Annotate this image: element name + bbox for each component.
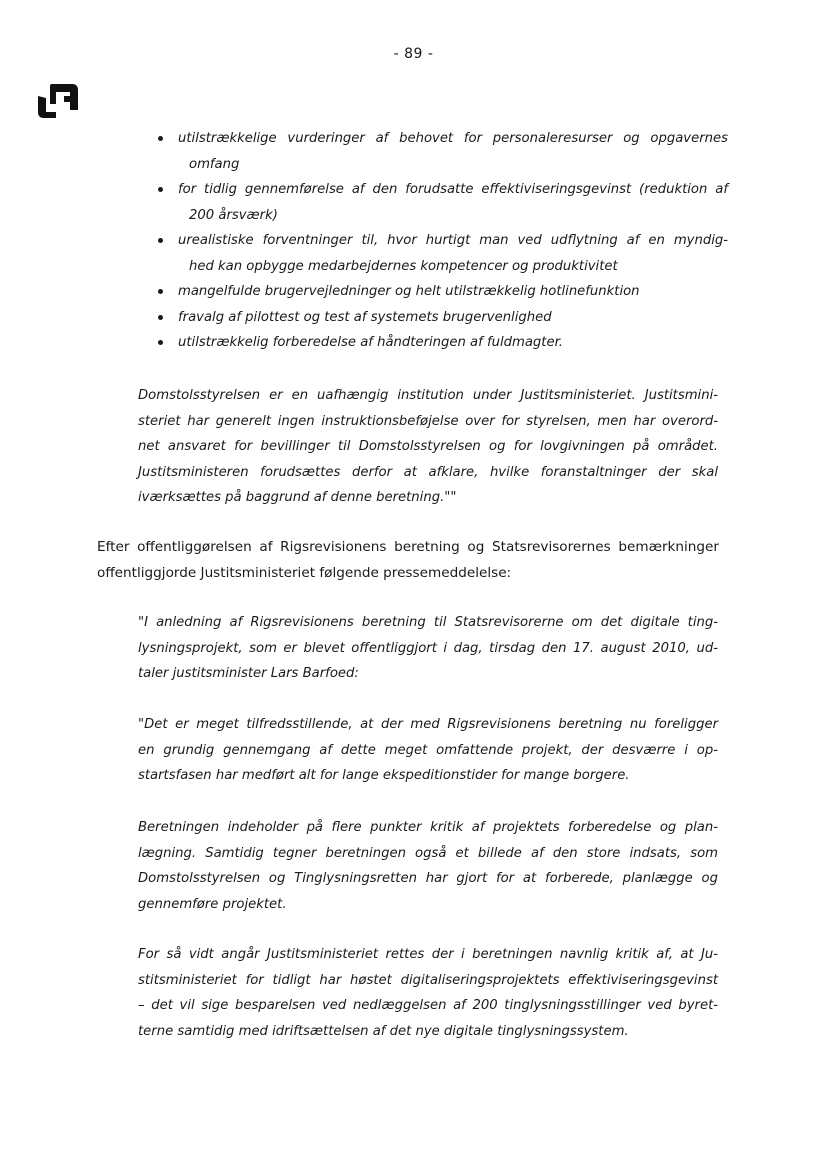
text-line: Domstolsstyrelsen er en uafhængig institution under Justitsministeriet. Justitsmini- (138, 388, 718, 403)
page-number: - 89 - (393, 46, 434, 62)
text-line: gennemføre projektet. (138, 896, 287, 912)
body-paragraph-press-release-intro (97, 535, 719, 586)
bullet-icon (158, 136, 163, 141)
list-item (158, 305, 728, 331)
bullet-icon (158, 238, 163, 243)
list-item-text: 200 årsværk) (189, 207, 278, 223)
list-item-text: mangelfulde brugervejledninger og helt utilstrækkelig hotlinefunktion (178, 284, 640, 299)
list-item (158, 126, 728, 177)
text-line: Domstolsstyrelsen og Tinglysningsretten har gjort for at forberede, planlægge og (138, 871, 718, 886)
text-line: "I anledning af Rigsrevisionens beretning til Statsrevisorerne om det digitale ting- (138, 615, 718, 630)
list-item (158, 177, 728, 228)
bullet-icon (158, 289, 163, 294)
list-item-text: utilstrækkelig forberedelse af håndteringen af fuldmagter. (178, 335, 563, 350)
list-item (158, 279, 728, 305)
list-item-text: omfang (189, 156, 240, 172)
bullet-list (158, 126, 728, 356)
text-line: Beretningen indeholder på flere punkter kritik af projektets forberedelse og plan- (138, 820, 718, 835)
list-item (158, 228, 728, 279)
text-line: terne samtidig med idriftsættelsen af det nye digitale tinglysningssystem. (138, 1023, 629, 1039)
quote-paragraph-press-release-opening (138, 610, 718, 687)
text-line: For så vidt angår Justitsministeriet rettes der i beretningen navnlig kritik af, at Ju- (138, 947, 718, 962)
text-line: startsfasen har medført alt for lange ekspeditionstider for mange borgere. (138, 768, 630, 783)
text-line: steriet har generelt ingen instruktionsbeføjelse over for styrelsen, men har overord- (138, 413, 718, 429)
text-line: lysningsprojekt, som er blevet offentliggjort i dag, tirsdag den 17. august 2010, ud- (138, 640, 718, 656)
text-line: – det vil sige besparelsen ved nedlæggelsen af 200 tinglysningsstillinger ved byret- (138, 998, 718, 1013)
list-item-text: fravalg af pilottest og test af systemets brugervenlighed (178, 309, 552, 325)
text-line: iværksættes på baggrund af denne beretning."" (138, 490, 457, 505)
bullet-icon (158, 187, 163, 192)
text-line: taler justitsminister Lars Barfoed: (138, 666, 359, 681)
text-line: Efter offentliggørelsen af Rigsrevisionens beretning og Statsrevisorernes bemærkninger (97, 539, 719, 555)
text-line: "Det er meget tilfredsstillende, at der med Rigsrevisionens beretning nu foreligger (138, 717, 718, 732)
bullet-icon (158, 340, 163, 345)
quote-paragraph-ministry-criticism (138, 942, 718, 1044)
logo-icon (36, 82, 80, 120)
list-item (158, 330, 728, 356)
text-line: net ansvaret for bevillinger til Domstolsstyrelsen og for lovgivningen på området. (138, 439, 718, 454)
text-line: stitsministeriet for tidligt har høstet digitaliseringsprojektets effektiviseringsgevinst (138, 972, 718, 988)
quote-paragraph-report-criticism (138, 815, 718, 917)
text-line: offentliggjorde Justitsministeriet følgende pressemeddelelse: (97, 564, 512, 581)
list-item-text: hed kan opbygge medarbejdernes kompetencer og produktivitet (189, 258, 618, 274)
quote-paragraph-minister-statement (138, 712, 718, 789)
bullet-icon (158, 315, 163, 320)
text-line: lægning. Samtidig tegner beretningen også et billede af den store indsats, som (138, 845, 718, 861)
text-line: Justitsministeren forudsættes derfor at afklare, hvilke foranstaltninger der skal (138, 464, 718, 480)
list-item-text: urealistiske forventninger til, hvor hurtigt man ved udflytning af en myndig- (178, 233, 728, 248)
quote-paragraph-domstolsstyrelsen (138, 383, 718, 511)
text-line: en grundig gennemgang af dette meget omfattende projekt, der desværre i op- (138, 742, 718, 758)
list-item-text: utilstrækkelige vurderinger af behovet for personaleresurser og opgavernes (178, 131, 728, 146)
list-item-text: for tidlig gennemførelse af den forudsatte effektiviseringsgevinst (reduktion af (178, 182, 728, 197)
